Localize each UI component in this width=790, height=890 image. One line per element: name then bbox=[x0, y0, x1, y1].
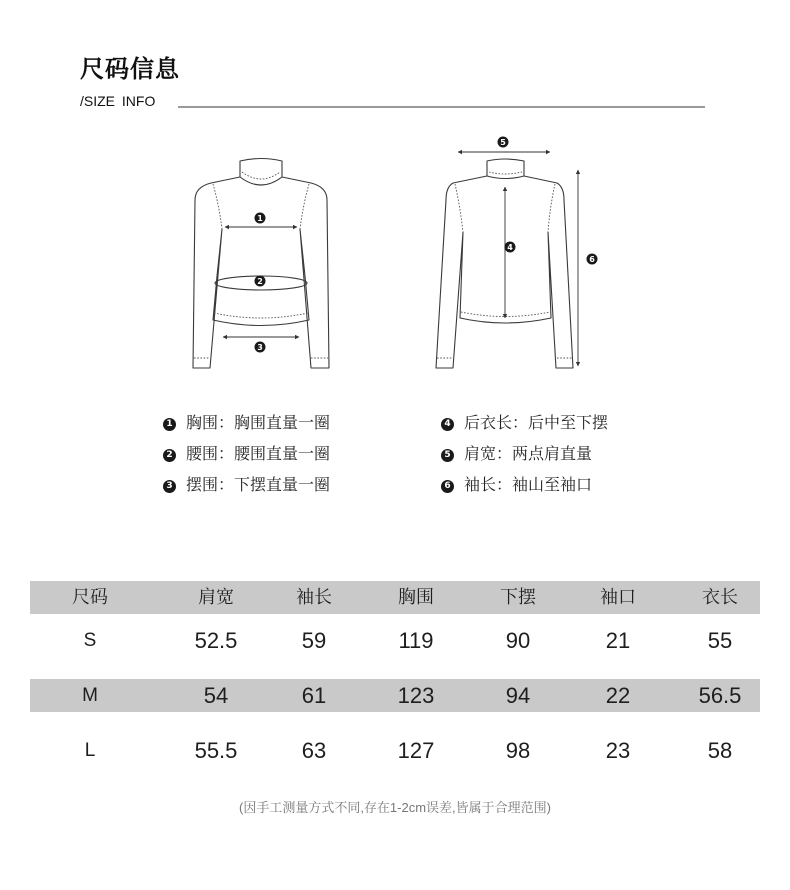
table-cell: 119 bbox=[398, 628, 434, 653]
legend-number-badge: 6 bbox=[441, 480, 454, 493]
table-cell: 123 bbox=[397, 683, 435, 708]
back-armhole-stitch-right bbox=[548, 184, 555, 232]
marker-waist bbox=[255, 276, 266, 287]
svg-text:5: 5 bbox=[500, 138, 506, 147]
marker-chest bbox=[255, 213, 266, 224]
front-armhole-stitch-right bbox=[300, 184, 309, 229]
svg-text:3: 3 bbox=[257, 343, 263, 352]
table-cell: 23 bbox=[605, 738, 631, 763]
back-collar-stitch bbox=[489, 172, 522, 174]
legend-number-badge: 1 bbox=[163, 418, 176, 431]
back-armhole-stitch-left bbox=[455, 184, 463, 232]
table-row-l bbox=[30, 732, 760, 770]
table-cell: 21 bbox=[605, 628, 631, 653]
table-header-cell: 袖长 bbox=[296, 587, 332, 607]
legend-item-waist bbox=[163, 445, 330, 465]
table-row-s bbox=[30, 622, 760, 660]
front-view-diagram bbox=[193, 159, 329, 369]
size-chart-table bbox=[30, 581, 760, 781]
legend-text: 后衣长：后中至下摆 bbox=[464, 415, 609, 432]
marker-shoulder bbox=[498, 137, 509, 148]
legend-number-badge: 4 bbox=[441, 418, 454, 431]
table-cell: 90 bbox=[505, 628, 531, 653]
front-hem-stitch bbox=[214, 313, 308, 318]
table-cell: 55 bbox=[707, 628, 733, 653]
front-neckline bbox=[240, 177, 282, 185]
table-cell: 98 bbox=[505, 738, 531, 763]
page-subtitle: /SIZE INFO bbox=[80, 93, 156, 109]
table-cell: 63 bbox=[301, 738, 327, 763]
legend-text: 摆围：下摆直量一圈 bbox=[186, 477, 331, 494]
legend-text: 袖长：袖山至袖口 bbox=[464, 477, 593, 494]
table-header-cell: 尺码 bbox=[72, 587, 108, 607]
legend-number-badge: 5 bbox=[441, 449, 454, 462]
table-cell: 52.5 bbox=[194, 628, 238, 653]
legend-item-sleeve bbox=[441, 476, 592, 496]
legend-item-chest bbox=[163, 414, 330, 434]
table-cell: 55.5 bbox=[194, 738, 238, 763]
legend-item-back-length bbox=[441, 414, 608, 434]
table-header-cell: 肩宽 bbox=[198, 587, 234, 607]
svg-text:1: 1 bbox=[257, 214, 263, 223]
table-header-row bbox=[30, 581, 760, 614]
table-cell: 94 bbox=[505, 683, 531, 708]
legend-text: 肩宽：两点肩直量 bbox=[464, 446, 593, 463]
size-label-cell: L bbox=[84, 740, 96, 761]
front-collar-stitch bbox=[242, 172, 280, 179]
legend-item-hem bbox=[163, 476, 330, 496]
size-label-cell: M bbox=[82, 685, 98, 706]
legend-text: 胸围：胸围直量一圈 bbox=[186, 415, 331, 432]
marker-hem bbox=[255, 342, 266, 353]
table-cell: 56.5 bbox=[698, 683, 742, 708]
size-label-cell: S bbox=[83, 630, 97, 651]
page-title: 尺码信息 bbox=[80, 56, 180, 83]
svg-text:4: 4 bbox=[507, 243, 513, 252]
back-hem-stitch bbox=[461, 312, 550, 317]
table-row-m bbox=[30, 679, 760, 712]
table-header-cell: 袖口 bbox=[600, 587, 636, 607]
svg-text:6: 6 bbox=[589, 255, 595, 264]
table-cell: 58 bbox=[707, 738, 733, 763]
legend-number-badge: 3 bbox=[163, 480, 176, 493]
table-cell: 59 bbox=[301, 628, 327, 653]
table-header-cell: 下摆 bbox=[500, 587, 536, 607]
legend-number-badge: 2 bbox=[163, 449, 176, 462]
table-header-cell: 胸围 bbox=[398, 587, 434, 607]
table-header-cell: 衣长 bbox=[702, 587, 738, 607]
table-cell: 127 bbox=[397, 738, 435, 763]
table-cell: 61 bbox=[301, 683, 327, 708]
garment-diagram bbox=[0, 130, 790, 380]
legend-item-shoulder bbox=[441, 445, 592, 465]
legend-text: 腰围：腰围直量一圈 bbox=[186, 446, 331, 463]
measurement-note: (因手工测量方式不同,存在1-2cm误差,皆属于合理范围) bbox=[238, 800, 551, 815]
back-neckline bbox=[487, 176, 524, 179]
marker-sleeve bbox=[587, 254, 598, 265]
front-armhole-stitch-left bbox=[213, 184, 222, 229]
marker-back-length bbox=[505, 242, 516, 253]
svg-text:2: 2 bbox=[257, 277, 263, 286]
table-cell: 22 bbox=[605, 683, 631, 708]
table-cell: 54 bbox=[203, 683, 229, 708]
back-view-diagram bbox=[436, 137, 598, 369]
title-rule bbox=[178, 106, 705, 108]
